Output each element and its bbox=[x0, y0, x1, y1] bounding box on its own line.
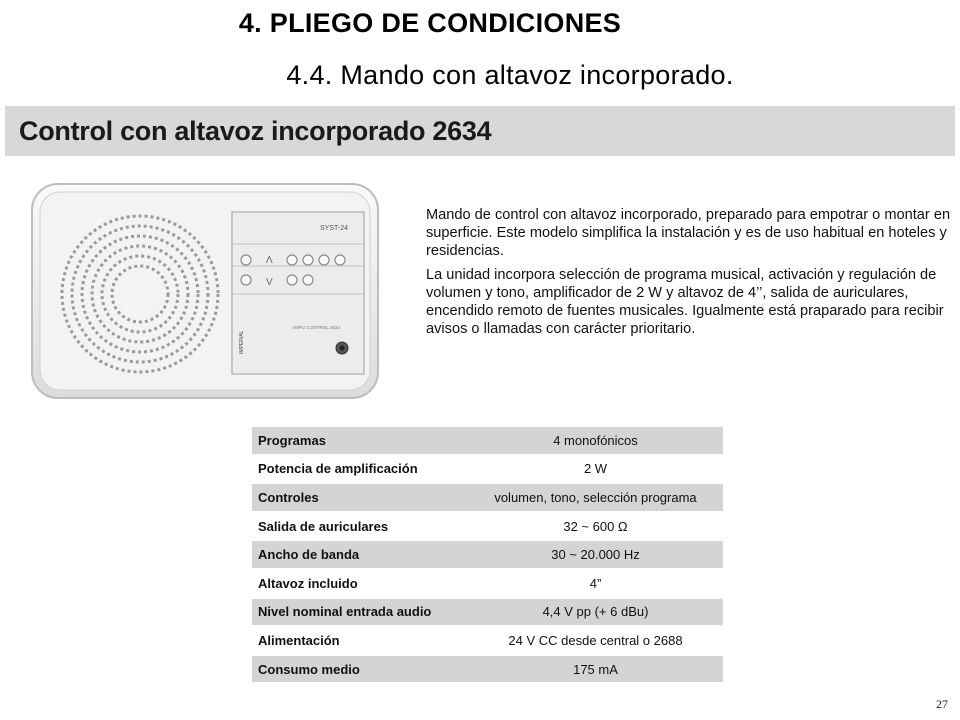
page-number: 27 bbox=[936, 697, 948, 711]
product-description bbox=[426, 206, 954, 344]
device-photo bbox=[30, 182, 382, 402]
table-row bbox=[252, 483, 723, 512]
spec-value: volumen, tono, selección programa bbox=[468, 483, 723, 512]
model-label: AMPLI CONTROL 2634 bbox=[292, 325, 340, 330]
table-row bbox=[252, 569, 723, 598]
svg-text:Λ: Λ bbox=[266, 255, 273, 266]
spec-label: Consumo medio bbox=[252, 655, 468, 684]
spec-label: Programas bbox=[252, 427, 468, 455]
product-banner-text: Control con altavoz incorporado 2634 bbox=[19, 116, 492, 146]
description-paragraph-2: La unidad incorpora selección de programa musical, activación y regulación de volumen y tono, amplificador de 2 W y altavoz de 4’’, salida de auriculares, encendido remoto de fuentes musicales. Igualmente está praparado para recibir avisos o llamadas con carácter prioritario. bbox=[426, 267, 944, 337]
spec-value: 4,4 V pp (+ 6 dBu) bbox=[468, 598, 723, 627]
speaker-control-illustration bbox=[30, 182, 382, 402]
page-title-text: 4. PLIEGO DE CONDICIONES bbox=[238, 8, 622, 38]
spec-value: 24 V CC desde central o 2688 bbox=[468, 626, 723, 655]
spec-label: Alimentación bbox=[252, 626, 468, 655]
description-paragraph-1: Mando de control con altavoz incorporado, preparado para empotrar o montar en superficie. Este modelo simplifica la instalación y es de uso habitual en hoteles y residencias. bbox=[426, 207, 951, 259]
panel-label: SYST-24 bbox=[320, 225, 349, 232]
section-subtitle bbox=[0, 60, 960, 91]
spec-label: Altavoz incluido bbox=[252, 569, 468, 598]
spec-value: 30 ~ 20.000 Hz bbox=[468, 540, 723, 569]
spec-label: Potencia de amplificación bbox=[252, 455, 468, 484]
spec-label: Controles bbox=[252, 483, 468, 512]
table-row bbox=[252, 455, 723, 484]
spec-label: Ancho de banda bbox=[252, 540, 468, 569]
specifications-table bbox=[252, 427, 723, 684]
product-banner bbox=[5, 106, 955, 156]
spec-label: Nivel nominal entrada audio bbox=[252, 598, 468, 627]
table-row bbox=[252, 655, 723, 684]
spec-value: 175 mA bbox=[468, 655, 723, 684]
table-row bbox=[252, 540, 723, 569]
table-row bbox=[252, 598, 723, 627]
spec-value: 4 monofónicos bbox=[468, 427, 723, 455]
spec-value: 32 ~ 600 Ω bbox=[468, 512, 723, 541]
section-subtitle-text: 4.4. Mando con altavoz incorporado. bbox=[286, 60, 734, 90]
spec-value: 2 W bbox=[468, 455, 723, 484]
spec-value: 4” bbox=[468, 569, 723, 598]
page-title bbox=[0, 8, 960, 39]
table-row bbox=[252, 512, 723, 541]
svg-text:V: V bbox=[266, 277, 273, 288]
brand-label: IMPERIAL bbox=[239, 330, 245, 354]
table-row bbox=[252, 626, 723, 655]
table-row bbox=[252, 427, 723, 455]
spec-label: Salida de auriculares bbox=[252, 512, 468, 541]
